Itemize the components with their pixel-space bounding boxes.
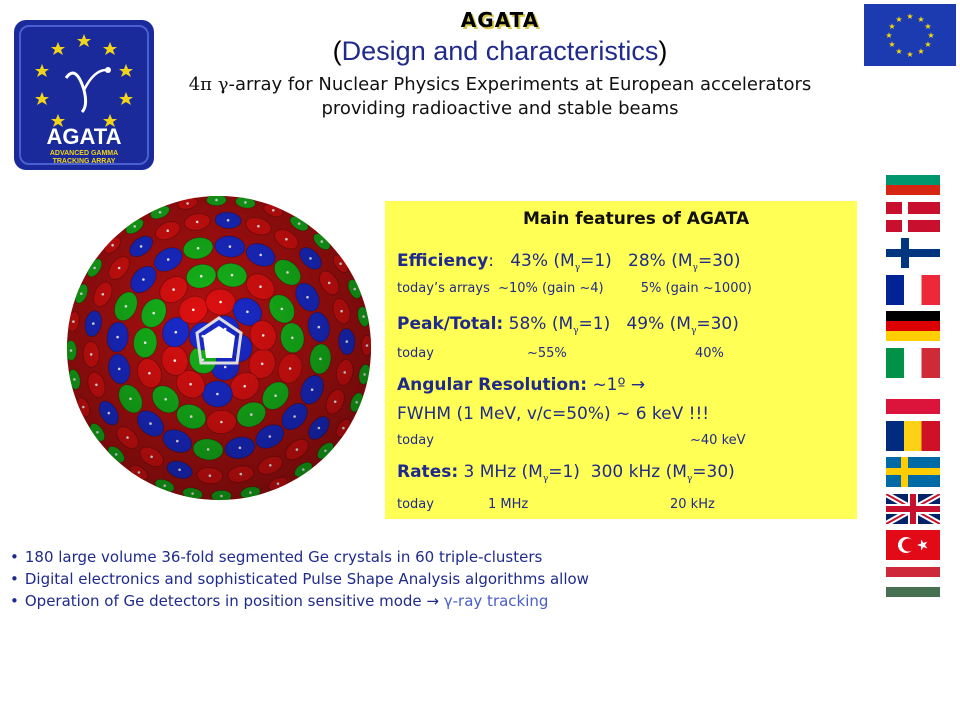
title-block	[150, 8, 850, 121]
efficiency-v2: 28% (M	[628, 251, 693, 271]
rates-v2-sub: γ	[686, 474, 693, 484]
rates-v1-end: =1)	[548, 462, 580, 482]
eu-flag	[864, 4, 956, 66]
flag-turkey	[886, 530, 940, 560]
subtitle-open: (	[332, 36, 342, 66]
flag-poland	[886, 384, 940, 414]
peak-total-row	[397, 314, 739, 334]
features-panel	[385, 201, 857, 519]
description-line-1	[150, 73, 850, 97]
agata-sphere-illustration	[60, 186, 378, 510]
efficiency-label: Efficiency	[397, 251, 489, 271]
peak-total-v1-sub: γ	[573, 326, 579, 336]
efficiency-v1: 43% (M	[510, 251, 575, 271]
features-heading: Main features of AGATA	[523, 209, 750, 229]
peak-total-v2-sub: γ	[690, 326, 697, 336]
bullet-item-1: • 180 large volume 36-fold segmented Ge crystals in 60 triple-clusters	[10, 546, 770, 568]
rates-v1: 3 MHz (M	[463, 462, 543, 482]
peak-total-today-v1: ~55%	[527, 346, 567, 361]
peak-total-v1-end: =1)	[578, 314, 611, 334]
angular-row	[397, 375, 645, 395]
efficiency-v1-sub: γ	[574, 263, 581, 273]
peak-total-v2-end: =30)	[696, 314, 739, 334]
svg-text:★: ★	[888, 22, 896, 31]
svg-text:★: ★	[906, 12, 914, 21]
rates-today-label: today	[397, 497, 434, 512]
subtitle-text: Design and characteristics	[341, 36, 659, 66]
angular-fwhm: FWHM (1 MeV, v/c=50%) ~ 6 keV !!!	[397, 404, 710, 424]
flag-france	[886, 275, 940, 305]
desc-line1-text: -array for Nuclear Physics Experiments at European accelerators	[228, 74, 812, 95]
svg-text:★: ★	[917, 15, 925, 24]
page-title: AGATA	[460, 8, 540, 32]
logo-line1: ADVANCED GAMMA	[49, 150, 119, 157]
svg-text:★: ★	[924, 22, 932, 31]
flag-sweden	[886, 457, 940, 487]
rates-v2: 300 kHz (M	[590, 462, 687, 482]
flag-italy	[886, 348, 940, 378]
peak-total-v2: 49% (M	[626, 314, 691, 334]
logo-name: AGATA	[46, 124, 122, 149]
svg-text:★: ★	[895, 15, 903, 24]
efficiency-sep: :	[488, 251, 495, 271]
partner-country-flags	[886, 165, 942, 603]
flag-bulgaria	[886, 165, 940, 195]
svg-text:★: ★	[906, 50, 914, 59]
rates-v1-sub: γ	[542, 474, 549, 484]
peak-total-v1: 58% (M	[508, 314, 574, 334]
subtitle-close: )	[658, 36, 668, 66]
efficiency-v1-end: =1)	[580, 251, 612, 271]
bullet-item-3-text: Operation of Ge detectors in position sensitive mode →	[24, 592, 444, 610]
bullet-list	[10, 546, 770, 612]
svg-text:★: ★	[885, 31, 893, 40]
flag-romania	[886, 421, 940, 451]
svg-text:★: ★	[895, 47, 903, 56]
logo-line2: TRACKING ARRAY	[52, 158, 116, 165]
svg-text:★: ★	[927, 31, 935, 40]
bullet-item-2: • Digital electronics and sophisticated Pulse Shape Analysis algorithms allow	[10, 568, 770, 590]
efficiency-v2-sub: γ	[692, 263, 698, 273]
efficiency-v2-end: =30)	[697, 251, 741, 271]
bullet-item-3	[10, 590, 770, 612]
page-subtitle	[150, 36, 850, 67]
angular-label: Angular Resolution:	[397, 375, 588, 395]
rates-today-v1: 1 MHz	[488, 497, 529, 512]
gamma-ray-tracking: γ-ray tracking	[443, 592, 549, 610]
angular-value: ~1º →	[592, 375, 646, 395]
agata-logo	[14, 20, 154, 170]
peak-total-today-v2: 40%	[695, 346, 724, 361]
rates-v2-end: =30)	[692, 462, 735, 482]
efficiency-today: today’s arrays ~10% (gain ~4) 5% (gain ~1000)	[397, 281, 752, 296]
description-line-2: providing radioactive and stable beams	[321, 98, 679, 119]
svg-text:★: ★	[917, 47, 925, 56]
flag-finland	[886, 238, 940, 268]
desc-greek: 4π γ	[188, 74, 229, 95]
flag-germany	[886, 311, 940, 341]
rates-today-v2: 20 kHz	[670, 497, 715, 512]
rates-label: Rates:	[397, 462, 459, 482]
peak-total-label: Peak/Total:	[397, 314, 504, 334]
peak-total-today-label: today	[397, 346, 434, 361]
flag-denmark	[886, 202, 940, 232]
flag-hungary	[886, 567, 940, 597]
efficiency-row	[397, 251, 740, 271]
angular-today-value: ~40 keV	[690, 433, 746, 448]
svg-text:★: ★	[924, 40, 932, 49]
rates-row	[397, 462, 735, 482]
svg-text:★: ★	[888, 40, 896, 49]
angular-today-label: today	[397, 433, 434, 448]
flag-united-kingdom	[886, 494, 940, 524]
